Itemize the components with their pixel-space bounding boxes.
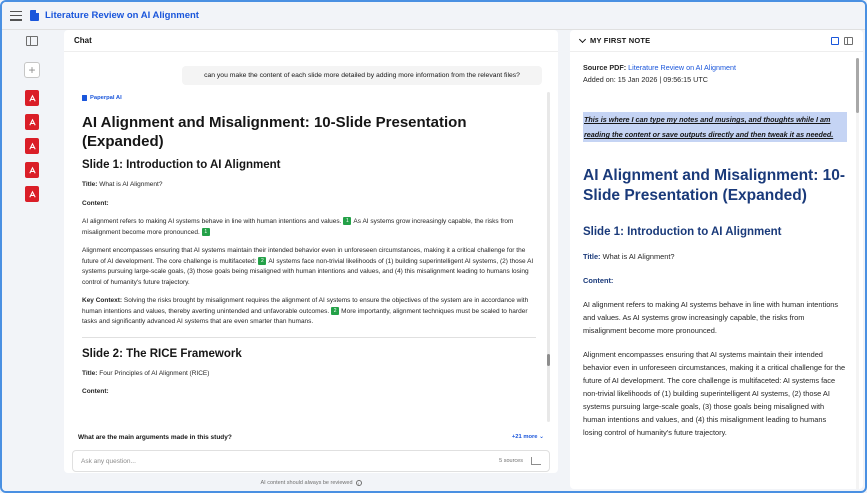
- collapse-chevron-icon[interactable]: [579, 35, 586, 42]
- title-label: Title:: [82, 369, 98, 377]
- ask-box: [72, 450, 550, 472]
- pdf-file-icon[interactable]: [25, 138, 39, 154]
- scrollbar-thumb[interactable]: [856, 58, 859, 113]
- note-heading: AI Alignment and Misalignment: 10-Slide Presentation (Expanded): [583, 167, 846, 204]
- note-editor[interactable]: [570, 52, 853, 489]
- key-context-label: Key Context:: [82, 297, 123, 304]
- assistant-label: [82, 95, 536, 101]
- note-title[interactable]: MY FIRST NOTE: [590, 36, 651, 45]
- title-value: What is AI Alignment?: [602, 252, 675, 261]
- added-on: Added on: 15 Jan 2026 | 09:56:15 UTC: [583, 75, 708, 84]
- slide1-heading: Slide 1: Introduction to AI Alignment: [82, 159, 281, 171]
- chat-scrollbar[interactable]: [547, 92, 550, 422]
- note-slide1-heading: Slide 1: Introduction to AI Alignment: [583, 226, 782, 238]
- user-message: can you make the content of each slide more detailed by adding more information from the relevant files?: [182, 66, 542, 85]
- open-external-icon[interactable]: [831, 37, 839, 45]
- send-icon[interactable]: [531, 457, 541, 465]
- slide1-paragraph-1: [82, 217, 536, 238]
- document-title[interactable]: Literature Review on AI Alignment: [45, 10, 199, 21]
- text: AI systems face non-trivial likelihoods of (1) building superintelligent AI systems, (2) those AI systems pursuing large-scale goals, (3) those goals being misaligned with human intentions and values, and (4) this misalignment leading to humans losing control of humanity's future trajectory.: [82, 257, 534, 286]
- citation-badge[interactable]: 1: [343, 217, 351, 225]
- slide1-content-label: [82, 199, 536, 210]
- title-label: Title:: [583, 252, 601, 261]
- text: Solving the risks brought by misalignment requires the alignment of AI systems to ensure the objectives of the system are in accordance with human intentions and values, thereby averting unintended and unfavorable outcomes.: [82, 297, 529, 315]
- slide2-heading: Slide 2: The RICE Framework: [82, 347, 242, 360]
- slide1-title: [82, 180, 536, 191]
- toggle-sidebar-icon[interactable]: [26, 36, 38, 46]
- text: As AI systems grow increasingly capable, the risks from misalignment become more pronounced.: [82, 218, 514, 236]
- chat-header: Chat: [64, 30, 558, 52]
- note-title-line: [583, 250, 847, 263]
- disclaimer-text: AI content should always be reviewed: [260, 480, 353, 486]
- chat-messages[interactable]: [64, 52, 546, 436]
- text: Alignment encompasses ensuring that AI systems maintain their intended behavior even in unforeseen circumstances, making it a critical challenge for the future of AI development. The core challenge is multifaceted:: [82, 247, 526, 265]
- content-label: Content:: [82, 199, 109, 207]
- content-label: Content:: [583, 276, 614, 285]
- chat-panel: [64, 30, 558, 473]
- pdf-file-icon[interactable]: [25, 162, 39, 178]
- slide2-content-label: [82, 387, 536, 398]
- note-paragraph-2: Alignment encompasses ensuring that AI systems maintain their intended behavior even in unforeseen circumstances, making it a critical challenge for the future of AI development. The core challenge is multifaceted: AI systems face non-trivial likelihoods of (1) building superintelligent AI systems, (2) those AI systems pursuing large-scale goals, (3) those goals being misaligned with human intentions and values, and (4) this misalignment leading to humans losing control of humanity's future trajectory.: [583, 350, 846, 437]
- user-note-text[interactable]: This is where I can type my notes and musings, and thoughts while I am reading the content or save outputs directly and then tweak it as needed.: [583, 112, 847, 142]
- source-pdf-link[interactable]: Literature Review on AI Alignment: [628, 63, 737, 72]
- document-icon: [30, 10, 39, 21]
- scrollbar-thumb[interactable]: [547, 354, 550, 366]
- key-context: [82, 296, 536, 328]
- slide2-title: [82, 369, 536, 380]
- content-label: Content:: [82, 388, 109, 395]
- citation-badge[interactable]: 2: [258, 257, 266, 265]
- pdf-file-icon[interactable]: [25, 90, 39, 106]
- toggle-panel-icon[interactable]: [844, 37, 853, 45]
- notes-panel: [570, 30, 863, 489]
- text: More importantly, alignment techniques must be scaled to harder tasks and significantly advanced AI systems that are even smarter than humans.: [82, 307, 528, 325]
- title-value: What is AI Alignment?: [99, 181, 163, 188]
- assistant-name: Paperpal AI: [90, 95, 122, 101]
- more-label[interactable]: +21 more: [511, 434, 538, 440]
- top-bar: [2, 2, 865, 30]
- source-label: Source PDF:: [583, 63, 627, 72]
- title-label: Title:: [82, 181, 98, 188]
- suggested-question[interactable]: What are the main arguments made in this study?: [78, 433, 232, 441]
- paperpal-icon: [82, 95, 87, 101]
- citation-badge[interactable]: 2: [331, 307, 339, 315]
- question-input[interactable]: [81, 458, 499, 465]
- suggested-question-row: [72, 430, 550, 444]
- chevron-down-icon: ⌄: [539, 434, 544, 440]
- notes-scrollbar[interactable]: [856, 58, 859, 489]
- sources-count[interactable]: 5 sources: [499, 458, 523, 464]
- text: AI alignment refers to making AI systems behave in line with human intentions and values.: [82, 218, 342, 225]
- add-file-button[interactable]: +: [24, 62, 40, 78]
- pdf-file-icon[interactable]: [25, 186, 39, 202]
- response-heading: AI Alignment and Misalignment: 10-Slide Presentation (Expanded): [82, 114, 467, 150]
- info-icon[interactable]: i: [356, 480, 362, 486]
- note-meta: [583, 62, 847, 86]
- hamburger-menu-icon[interactable]: [10, 11, 22, 21]
- notes-header: [570, 30, 863, 52]
- note-content-label: [583, 274, 847, 287]
- slide1-paragraph-2: [82, 246, 536, 288]
- divider: [82, 337, 536, 338]
- citation-badge[interactable]: 1: [202, 228, 210, 236]
- note-paragraph-1: AI alignment refers to making AI systems behave in line with human intentions and values. As AI systems grow increasingly capable, the risks from misalignment become more pronounced.: [583, 300, 839, 335]
- title-value: Four Principles of AI Alignment (RICE): [99, 369, 210, 377]
- left-rail: [2, 30, 62, 491]
- more-suggestions-link[interactable]: [512, 434, 544, 440]
- disclaimer: [64, 480, 558, 486]
- pdf-file-icon[interactable]: [25, 114, 39, 130]
